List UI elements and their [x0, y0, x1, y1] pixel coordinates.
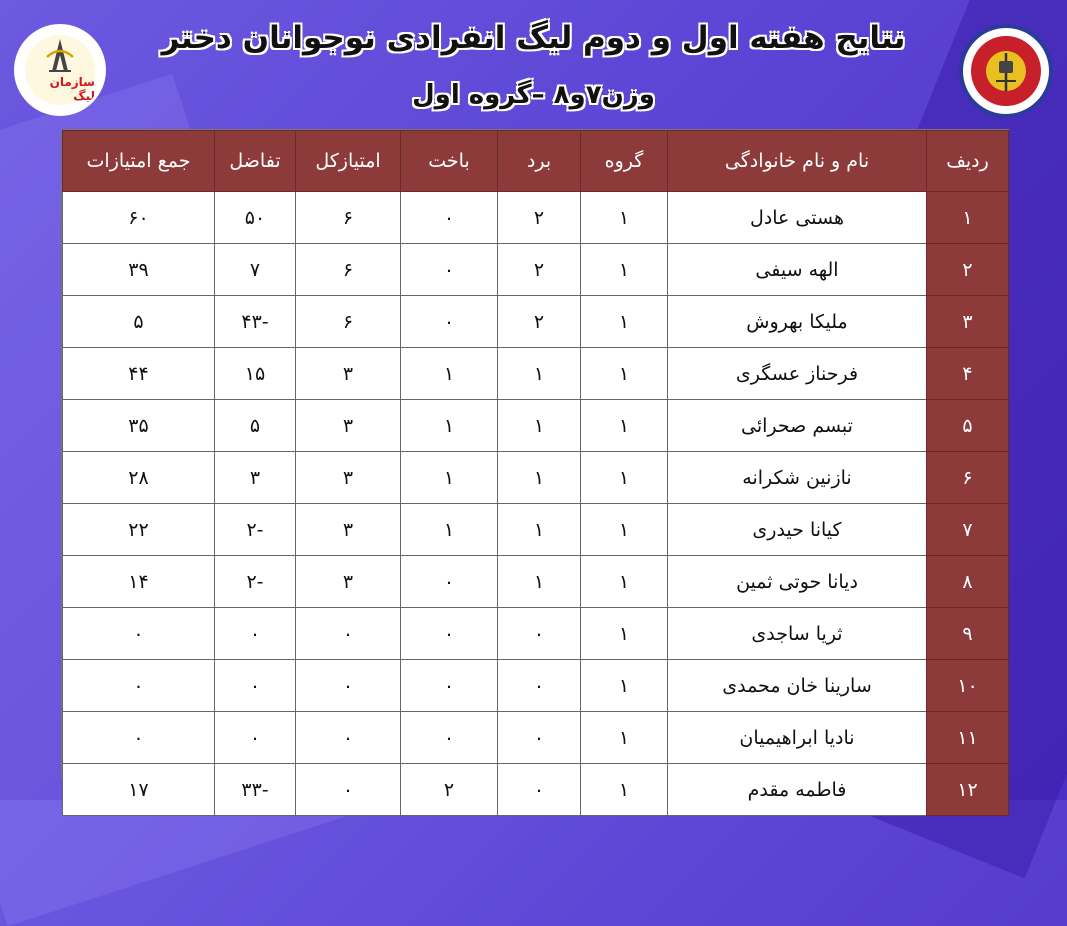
table-row: [63, 504, 1009, 556]
cell-full-name: ملیکا بهروش: [668, 296, 927, 348]
cell-full-name: دیانا حوتی ثمین: [668, 556, 927, 608]
cell-total-points: ۶: [296, 296, 401, 348]
cell-rank: ۱۲: [927, 764, 1009, 816]
league-organization-logo: [14, 24, 106, 116]
cell-losses: ۰: [401, 192, 498, 244]
table-row: [63, 296, 1009, 348]
cell-losses: ۰: [401, 660, 498, 712]
cell-full-name: الهه سیفی: [668, 244, 927, 296]
cell-losses: ۱: [401, 504, 498, 556]
table-row: [63, 712, 1009, 764]
cell-sum-of-points: ۶۰: [63, 192, 215, 244]
cell-total-points: ۳: [296, 504, 401, 556]
cell-full-name: نازنین شکرانه: [668, 452, 927, 504]
cell-group: ۱: [581, 660, 668, 712]
cell-group: ۱: [581, 244, 668, 296]
cell-difference: ۰: [215, 712, 296, 764]
cell-group: ۱: [581, 504, 668, 556]
cell-total-points: ۰: [296, 712, 401, 764]
cell-rank: ۵: [927, 400, 1009, 452]
cell-losses: ۲: [401, 764, 498, 816]
cell-wins: ۱: [498, 556, 581, 608]
cell-total-points: ۳: [296, 556, 401, 608]
cell-total-points: ۶: [296, 244, 401, 296]
header-full-name: نام و نام خانوادگی: [668, 131, 927, 192]
cell-difference: -۳۳: [215, 764, 296, 816]
cell-rank: ۳: [927, 296, 1009, 348]
cell-full-name: هستی عادل: [668, 192, 927, 244]
cell-full-name: کیانا حیدری: [668, 504, 927, 556]
cell-total-points: ۰: [296, 608, 401, 660]
cell-difference: -۲: [215, 556, 296, 608]
table-row: [63, 660, 1009, 712]
cell-total-points: ۰: [296, 660, 401, 712]
cell-group: ۱: [581, 712, 668, 764]
cell-sum-of-points: ۰: [63, 608, 215, 660]
cell-sum-of-points: ۰: [63, 712, 215, 764]
cell-wins: ۱: [498, 504, 581, 556]
tehran-taekwondo-logo: [959, 24, 1053, 118]
table-row: [63, 244, 1009, 296]
header-total-points: امتیازکل: [296, 131, 401, 192]
cell-rank: ۱۰: [927, 660, 1009, 712]
cell-full-name: سارینا خان محمدی: [668, 660, 927, 712]
cell-difference: -۴۳: [215, 296, 296, 348]
cell-difference: ۵: [215, 400, 296, 452]
page-subtitle: وزن۷و۸ –گروه اول: [412, 80, 655, 110]
cell-sum-of-points: ۳۹: [63, 244, 215, 296]
cell-wins: ۰: [498, 712, 581, 764]
cell-wins: ۱: [498, 452, 581, 504]
azadi-tower-logo-icon: [25, 35, 95, 105]
cell-total-points: ۳: [296, 400, 401, 452]
header-sum-of-points: جمع امتیازات: [63, 131, 215, 192]
cell-wins: ۲: [498, 244, 581, 296]
cell-rank: ۷: [927, 504, 1009, 556]
cell-full-name: ثریا ساجدی: [668, 608, 927, 660]
page-title: نتایج هفته اول و دوم لیگ انفرادی نوجوانان دختر: [161, 20, 906, 56]
header-losses: باخت: [401, 131, 498, 192]
cell-difference: ۰: [215, 608, 296, 660]
cell-sum-of-points: ۱۴: [63, 556, 215, 608]
table-row: [63, 764, 1009, 816]
header-difference: تفاضل: [215, 131, 296, 192]
cell-wins: ۰: [498, 660, 581, 712]
cell-rank: ۶: [927, 452, 1009, 504]
table-row: [63, 400, 1009, 452]
cell-difference: ۳: [215, 452, 296, 504]
cell-difference: ۰: [215, 660, 296, 712]
results-table-container: [61, 129, 1009, 801]
cell-rank: ۸: [927, 556, 1009, 608]
cell-difference: ۱۵: [215, 348, 296, 400]
cell-losses: ۱: [401, 452, 498, 504]
cell-sum-of-points: ۰: [63, 660, 215, 712]
cell-rank: ۱۱: [927, 712, 1009, 764]
cell-rank: ۹: [927, 608, 1009, 660]
cell-group: ۱: [581, 556, 668, 608]
header-rank: ردیف: [927, 131, 1009, 192]
azadi-tower-icon: [43, 37, 77, 73]
table-row: [63, 452, 1009, 504]
table-row: [63, 608, 1009, 660]
cell-sum-of-points: ۳۵: [63, 400, 215, 452]
cell-rank: ۴: [927, 348, 1009, 400]
cell-full-name: تبسم صحرائی: [668, 400, 927, 452]
cell-group: ۱: [581, 192, 668, 244]
cell-full-name: فاطمه مقدم: [668, 764, 927, 816]
cell-total-points: ۰: [296, 764, 401, 816]
cell-difference: ۵۰: [215, 192, 296, 244]
cell-difference: ۷: [215, 244, 296, 296]
cell-losses: ۰: [401, 244, 498, 296]
cell-full-name: فرحناز عسگری: [668, 348, 927, 400]
cell-wins: ۱: [498, 400, 581, 452]
cell-losses: ۰: [401, 296, 498, 348]
league-logo-label: سازمان لیگ: [49, 75, 95, 103]
cell-total-points: ۳: [296, 348, 401, 400]
table-row: [63, 556, 1009, 608]
cell-sum-of-points: ۲۸: [63, 452, 215, 504]
cell-group: ۱: [581, 452, 668, 504]
taekwondo-emblem-icon: [971, 36, 1041, 106]
cell-group: ۱: [581, 764, 668, 816]
header-wins: برد: [498, 131, 581, 192]
cell-rank: ۲: [927, 244, 1009, 296]
cell-losses: ۱: [401, 400, 498, 452]
cell-group: ۱: [581, 400, 668, 452]
cell-losses: ۰: [401, 712, 498, 764]
cell-group: ۱: [581, 348, 668, 400]
cell-group: ۱: [581, 296, 668, 348]
header-group: گروه: [581, 131, 668, 192]
cell-wins: ۲: [498, 296, 581, 348]
cell-wins: ۱: [498, 348, 581, 400]
cell-total-points: ۳: [296, 452, 401, 504]
cell-total-points: ۶: [296, 192, 401, 244]
cell-sum-of-points: ۴۴: [63, 348, 215, 400]
cell-wins: ۰: [498, 608, 581, 660]
cell-losses: ۰: [401, 556, 498, 608]
cell-full-name: نادیا ابراهیمیان: [668, 712, 927, 764]
cell-group: ۱: [581, 608, 668, 660]
milad-tower-icon: [984, 47, 1028, 95]
table-header-row: [63, 131, 1009, 192]
cell-losses: ۰: [401, 608, 498, 660]
cell-sum-of-points: ۱۷: [63, 764, 215, 816]
cell-losses: ۱: [401, 348, 498, 400]
table-row: [63, 348, 1009, 400]
cell-wins: ۲: [498, 192, 581, 244]
cell-wins: ۰: [498, 764, 581, 816]
cell-sum-of-points: ۵: [63, 296, 215, 348]
cell-rank: ۱: [927, 192, 1009, 244]
cell-sum-of-points: ۲۲: [63, 504, 215, 556]
table-row: [63, 192, 1009, 244]
results-table: [62, 130, 1009, 816]
cell-difference: -۲: [215, 504, 296, 556]
